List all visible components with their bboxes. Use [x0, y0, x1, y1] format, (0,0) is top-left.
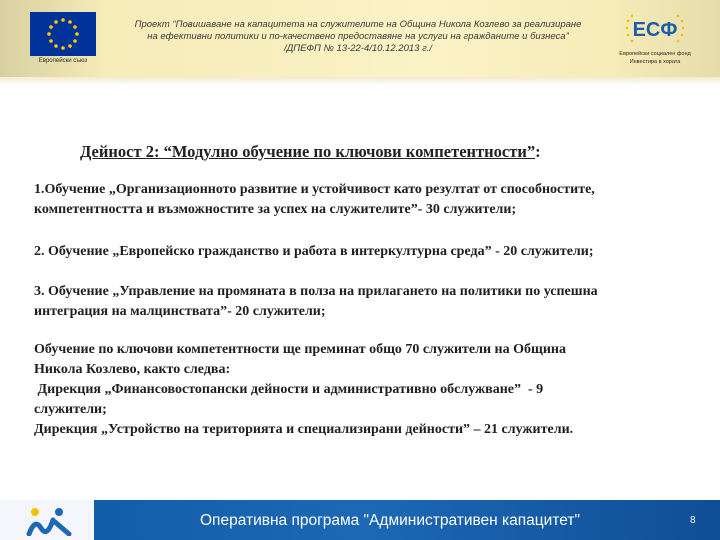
training-item-2 — [34, 242, 694, 262]
esf-logo-icon — [624, 12, 686, 50]
text-line: служители; — [34, 402, 107, 417]
program-logo-icon — [26, 504, 72, 536]
header-shadow — [0, 77, 720, 85]
eu-flag-icon — [30, 12, 96, 56]
text-line: Обучение по ключови компетентности ще преминат общо 70 служители на Община — [34, 342, 566, 357]
esf-logo-text: ЕСФ — [632, 19, 678, 41]
project-title-line: Проект “Повишаване на капацитета на служителите на Община Никола Козлево за реализиране — [134, 19, 582, 30]
text-line: 2. Обучение „Европейско гражданство и работа в интеркултурна среда” - 20 служители; — [34, 244, 594, 259]
project-title-line: /ДПЕФП № 13-22-4/10.12.2013 г./ — [283, 43, 433, 54]
footer-bar — [0, 500, 720, 540]
eu-caption: Европейски съюз — [38, 58, 88, 64]
training-item-1 — [34, 180, 694, 220]
text-line: Дирекция „Финансовостопански дейности и административно обслужване” - 9 — [34, 382, 544, 397]
text-line: интеграция на малцинствата”- 20 служители; — [34, 304, 326, 319]
esf-caption-line: Инвестира в хората — [629, 59, 681, 65]
page-title-underlined: Дейност 2: “Модулно обучение по ключови компетентности” — [80, 142, 536, 161]
header-banner — [0, 0, 720, 77]
text-line: 1.Обучение „Организационното развитие и устойчивост като резултат от способностите, — [34, 182, 595, 197]
page-number: 8 — [690, 515, 696, 526]
esf-logo-block — [612, 12, 698, 70]
program-name: Оперативна програма "Административен капацитет" — [200, 512, 580, 529]
summary-paragraph — [34, 340, 694, 440]
training-item-3 — [34, 282, 694, 322]
eu-logo-block — [28, 12, 98, 74]
text-line: компетентността и възможностите за успех на служителите”- 30 служители; — [34, 202, 517, 217]
esf-caption-line: Европейски социален фонд — [619, 51, 691, 57]
text-line: 3. Обучение „Управление на промяната в полза на прилагането на политики по успешна — [34, 284, 598, 299]
project-title — [112, 19, 604, 55]
page-title-tail: : — [535, 142, 541, 161]
text-line: Никола Козлево, както следва: — [34, 362, 231, 377]
footer-logo-area — [0, 500, 94, 540]
page-title — [80, 142, 680, 162]
project-title-line: на ефективни политики и по-качествено предоставяне на услуги на гражданите и бизнеса” — [147, 31, 569, 42]
text-line: Дирекция „Устройство на територията и специализирани дейности” – 21 служители. — [34, 422, 574, 437]
